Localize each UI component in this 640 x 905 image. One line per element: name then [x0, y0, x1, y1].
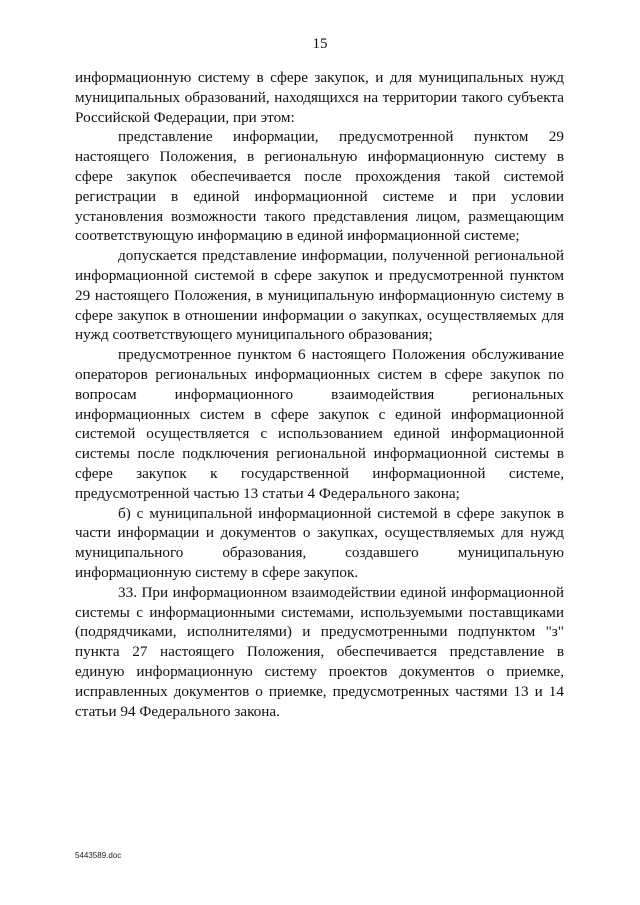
- paragraph-continuation: информационную систему в сфере закупок, и для муниципальных нужд муниципальных образований, находящихся на территории такого субъекта Российской Федерации, при этом:: [75, 69, 564, 126]
- paragraph-clause-33: 33. При информационном взаимодействии единой информационной системы с информационными системами, используемыми поставщиками (подрядчиками, исполнителями) и предусмотренными подпунктом "з" пункта 27 настоящего Положения, обеспечивается представление в единую информационную систему проектов документов о приемке, исправленных документов о приемке, предусмотренных частями 13 и 14 статьи 94 Федерального закона.: [75, 583, 564, 720]
- paragraph-information-provision: представление информации, предусмотренной пунктом 29 настоящего Положения, в региональную информационную систему в сфере закупок обеспечивается после прохождения такой системой регистрации в единой информационной системе и при условии установления возможности такого представления лицом, размещающим соответствующую информацию в единой информационной системе;: [75, 128, 564, 245]
- document-body: [75, 68, 564, 721]
- page-number: 15: [312, 36, 328, 52]
- paragraph-municipal-system: б) с муниципальной информационной системой в сфере закупок в части информации и документов о закупках, осуществляемых для нужд муниципального образования, создавшего муниципальную информационную систему в сфере закупок.: [75, 504, 564, 581]
- paragraph-operator-service: предусмотренное пунктом 6 настоящего Положения обслуживание операторов региональных информационных систем в сфере закупок по вопросам информационного взаимодействия региональных информационных систем в сфере закупок с единой информационной системой осуществляется с использованием единой информационной системы после подключения региональной информационной системы в сфере закупок к государственной информационной системе, предусмотренной частью 13 статьи 4 Федерального закона;: [75, 346, 564, 502]
- footer-filename: 5443589.doc: [75, 851, 122, 860]
- paragraph-information-transfer: допускается представление информации, полученной региональной информационной системой в сфере закупок и предусмотренной пунктом 29 настоящего Положения, в муниципальную информационную систему в сфере закупок в отношении информации о закупках, осуществляемых для нужд соответствующего муниципального образования;: [75, 247, 564, 344]
